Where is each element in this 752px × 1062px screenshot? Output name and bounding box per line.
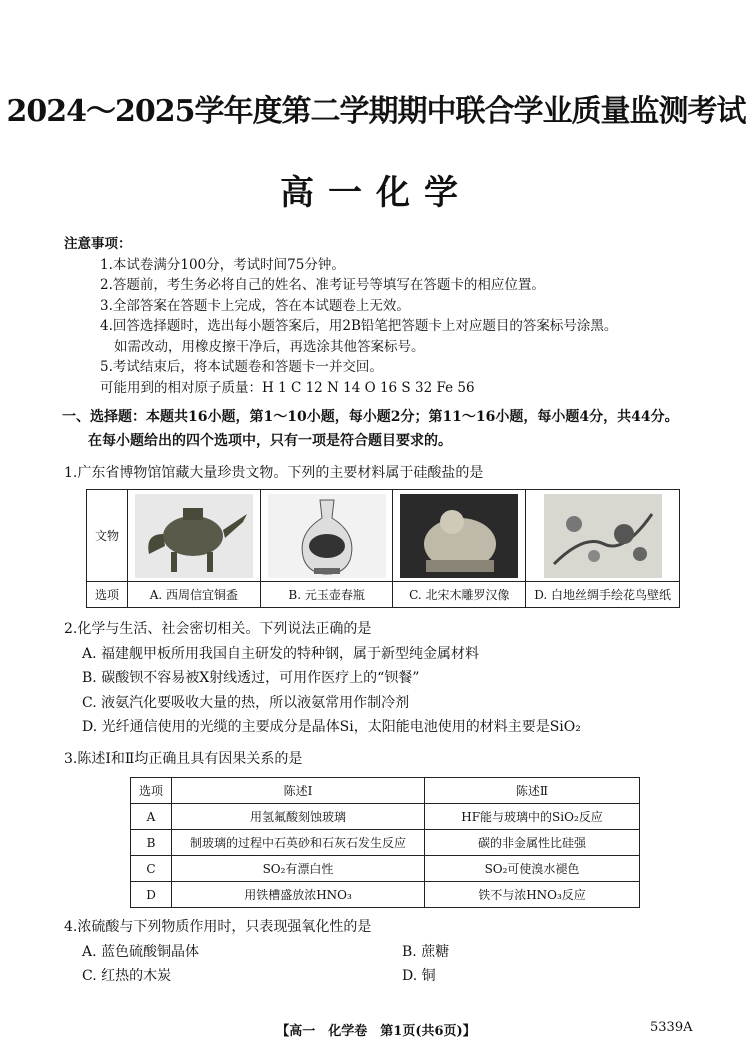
notice-item: 1.本试卷满分100分，考试时间75分钟。 — [100, 256, 345, 273]
question-1-option-b: B. 元玉壶春瓶 — [260, 582, 393, 608]
question-4-option-c: C. 红热的木炭 — [82, 968, 172, 984]
question-4-option-a: A. 蓝色硫酸铜晶体 — [82, 943, 200, 960]
table-cell: SO₂有漂白性 — [172, 856, 425, 882]
table-row — [131, 882, 640, 908]
row-label-option: 选项 — [87, 582, 128, 608]
notice-item: 3.全部答案在答题卡上完成，答在本试题卷上无效。 — [100, 297, 410, 314]
vase-icon — [268, 494, 386, 578]
question-3-table — [130, 777, 640, 908]
artifact-statue-image — [393, 490, 526, 582]
question-3-stem: 3.陈述Ⅰ和Ⅱ均正确且具有因果关系的是 — [64, 751, 303, 767]
table-row — [131, 856, 640, 882]
question-2-option-b: B. 碳酸钡不容易被X射线透过，可用作医疗上的“钡餐” — [82, 670, 420, 686]
table-cell: D — [131, 882, 172, 908]
wallpaper-icon — [544, 494, 662, 578]
question-4-option-b: B. 蔗糖 — [402, 943, 450, 960]
notice-item-continued: 如需改动，用橡皮擦干净后，再选涂其他答案标号。 — [114, 338, 425, 355]
table-cell: 用铁槽盛放浓HNO₃ — [172, 882, 425, 908]
question-2-stem: 2.化学与生活、社会密切相关。下列说法正确的是 — [64, 621, 372, 637]
table-cell: 用氢氟酸刻蚀玻璃 — [172, 804, 425, 830]
notice-heading: 注意事项： — [64, 236, 132, 252]
atomic-masses: 可能用到的相对原子质量：H 1 C 12 N 14 O 16 S 32 Fe 56 — [100, 379, 475, 396]
table-cell: 铁不与浓HNO₃反应 — [425, 882, 640, 908]
table-cell: A — [131, 804, 172, 830]
question-2-option-a: A. 福建舰甲板所用我国自主研发的特种钢，属于新型纯金属材料 — [82, 645, 480, 662]
subject-title: 高一化学 — [280, 173, 472, 213]
table-header: 陈述Ⅱ — [425, 778, 640, 804]
question-2 — [64, 617, 581, 740]
question-1-option-d: D. 白地丝绸手绘花鸟壁纸 — [526, 582, 680, 608]
table-row — [131, 804, 640, 830]
artifact-bronze-image — [128, 490, 261, 582]
table-cell: C — [131, 856, 172, 882]
statue-icon — [400, 494, 518, 578]
table-cell: B — [131, 830, 172, 856]
table-header: 选项 — [131, 778, 172, 804]
table-header: 陈述Ⅰ — [172, 778, 425, 804]
section-line-2: 在每小题给出的四个选项中，只有一项是符合题目要求的。 — [88, 433, 452, 449]
question-1-stem: 1.广东省博物馆馆藏大量珍贵文物。下列的主要材料属于硅酸盐的是 — [64, 465, 484, 481]
artifact-vase-image — [260, 490, 393, 582]
section-heading — [62, 405, 722, 453]
question-2-option-d: D. 光纤通信使用的光缆的主要成分是晶体Si，太阳能电池使用的材料主要是SiO₂ — [82, 719, 581, 735]
bronze-vessel-icon — [135, 494, 253, 578]
question-2-option-c: C. 液氨汽化要吸收大量的热，所以液氨常用作制冷剂 — [82, 694, 410, 711]
table-cell: HF能与玻璃中的SiO₂反应 — [425, 804, 640, 830]
paper-code: 5339A — [650, 1020, 693, 1035]
notice-item: 2.答题前，考生务必将自己的姓名、准考证号等填写在答题卡的相应位置。 — [100, 277, 545, 293]
question-4 — [64, 915, 722, 989]
notice-item: 5.考试结束后，将本试题卷和答题卡一并交回。 — [100, 359, 383, 375]
exam-title: 2024～2025学年度第二学期期中联合学业质量监测考试 — [6, 94, 746, 129]
table-cell: 碳的非金属性比硅强 — [425, 830, 640, 856]
question-4-stem: 4.浓硫酸与下列物质作用时，只表现强氧化性的是 — [64, 919, 372, 935]
table-cell: 制玻璃的过程中石英砂和石灰石发生反应 — [172, 830, 425, 856]
notice-block — [64, 234, 718, 398]
notice-item: 4.回答选择题时，选出每小题答案后，用2B铅笔把答题卡上对应题目的答案标号涂黑。 — [100, 318, 618, 334]
question-1-option-a: A. 西周信宜铜盉 — [128, 582, 261, 608]
section-line-1: 一、选择题：本题共16小题，第1～10小题，每小题2分；第11～16小题，每小题4分，共44分。 — [62, 409, 679, 425]
page-footer: 【高一 化学卷 第1页(共6页)】 — [276, 1024, 476, 1039]
question-4-option-d: D. 铜 — [402, 968, 436, 984]
question-1-option-c: C. 北宋木雕罗汉像 — [393, 582, 526, 608]
artifact-wallpaper-image — [526, 490, 680, 582]
table-row — [131, 830, 640, 856]
row-label-artifact: 文物 — [87, 490, 128, 582]
question-1-table — [86, 489, 680, 608]
table-cell: SO₂可使溴水褪色 — [425, 856, 640, 882]
